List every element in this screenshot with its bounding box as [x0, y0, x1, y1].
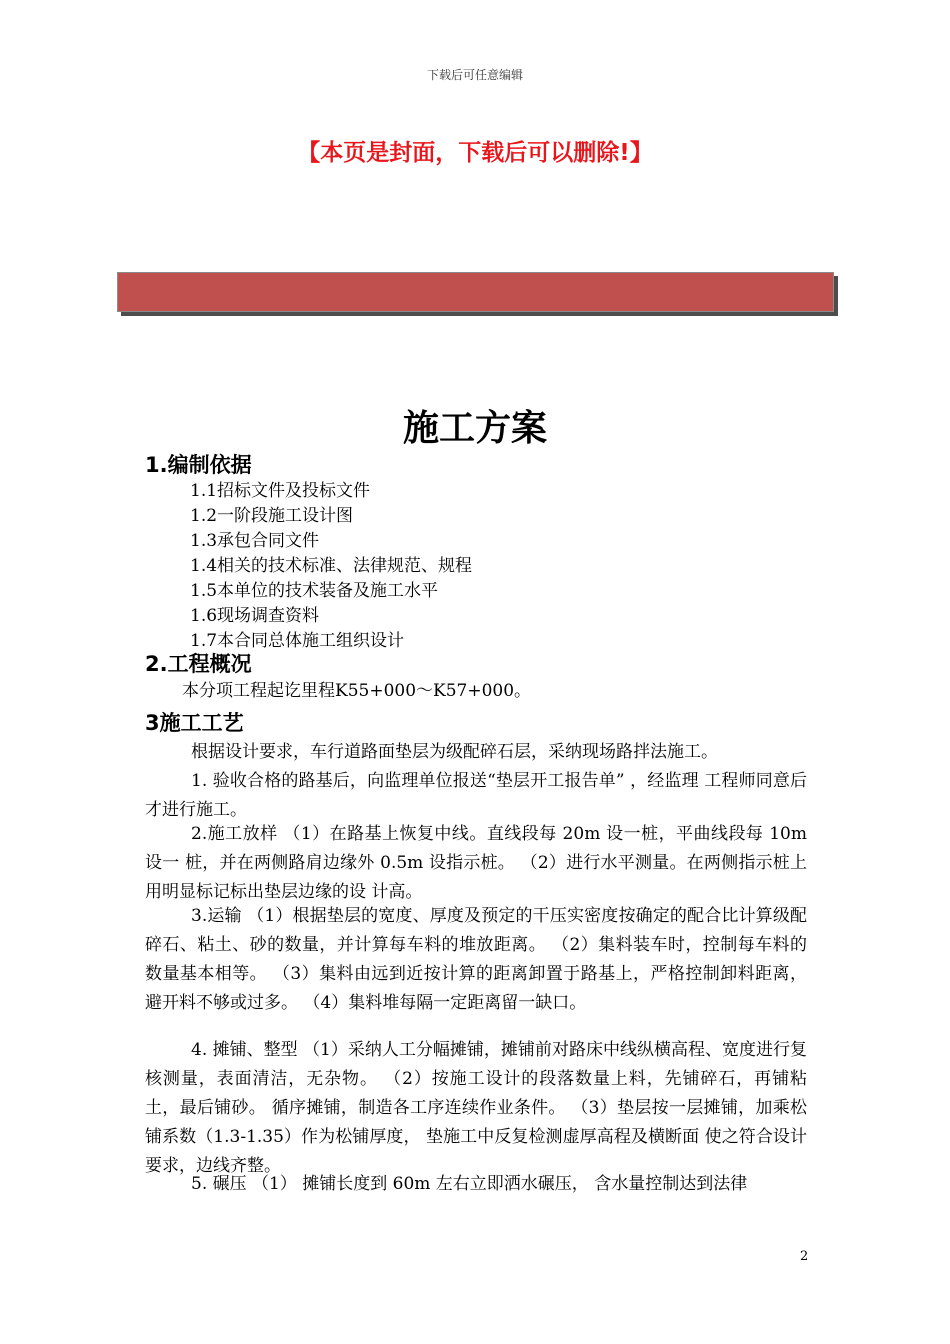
- list-item: 1.1招标文件及投标文件: [190, 481, 371, 501]
- section-heading-2: 2.工程概况: [145, 652, 252, 676]
- list-item: 1.6现场调查资料: [190, 606, 320, 626]
- paragraph: 根据设计要求，车行道路面垫层为级配碎石层，采纳现场路拌法施工。: [191, 742, 718, 762]
- section-heading-1: 1.编制依据: [145, 453, 252, 477]
- cover-note: 【本页是封面，下载后可以删除!】: [297, 140, 653, 166]
- paragraph: 3.运输 （1）根据垫层的宽度、厚度及预定的干压实密度按确定的配合比计算级配碎石、粘土、砂的数量，并计算每车料的堆放距离。 （2）集料装车时，控制每车料的数量基本相等。 （3）集料由远到近按计算的距离卸置于路基上，严格控制卸料距离， 避开料不够或过多。 （4）集料堆每隔一定距离留一缺口。: [145, 906, 807, 1013]
- document-title: 施工方案: [402, 407, 547, 449]
- decorative-band: [117, 272, 834, 312]
- list-item: 1.5本单位的技术装备及施工水平: [190, 581, 439, 601]
- section-heading-3: 3施工工艺: [145, 711, 244, 735]
- list-item: 1.2一阶段施工设计图: [190, 506, 354, 526]
- list-item: 1.7本合同总体施工组织设计: [190, 631, 405, 651]
- paragraph: 5. 碾压 （1） 摊铺长度到 60m 左右立即洒水碾压， 含水量控制达到法律: [191, 1174, 748, 1194]
- paragraph: 2.施工放样 （1）在路基上恢复中线。直线段每 20m 设一桩，平曲线段每 10m 设一 桩，并在两侧路肩边缘外 0.5m 设指示桩。 （2）进行水平测量。在两侧指示桩上用明显标记标出垫层边缘的设 计高。: [145, 824, 807, 902]
- list-item: 1.4相关的技术标准、法律规范、规程: [190, 556, 473, 576]
- list-item: 1.3承包合同文件: [190, 531, 320, 551]
- paragraph: 1. 验收合格的路基后，向监理单位报送“垫层开工报告单” ，经监理 工程师同意后才进行施工。: [145, 771, 807, 820]
- paragraph: 4. 摊铺、整型 （1）采纳人工分幅摊铺，摊铺前对路床中线纵横高程、宽度进行复 核测量，表面清洁，无杂物。 （2）按施工设计的段落数量上料，先铺碎石，再铺粘土，最后铺砂。 循序摊铺，制造各工序连续作业条件。 （3）垫层按一层摊铺，加乘松铺系数（1.3-1.35）作为松铺厚度， 垫施工中反复检测虚厚高程及横断面 使之符合设计要求，边线齐整。: [145, 1040, 807, 1176]
- section-2-text: 本分项工程起讫里程K55+000～K57+000。: [182, 681, 532, 701]
- page-number: 2: [800, 1249, 809, 1264]
- header-note: 下载后可任意编辑: [426, 68, 523, 82]
